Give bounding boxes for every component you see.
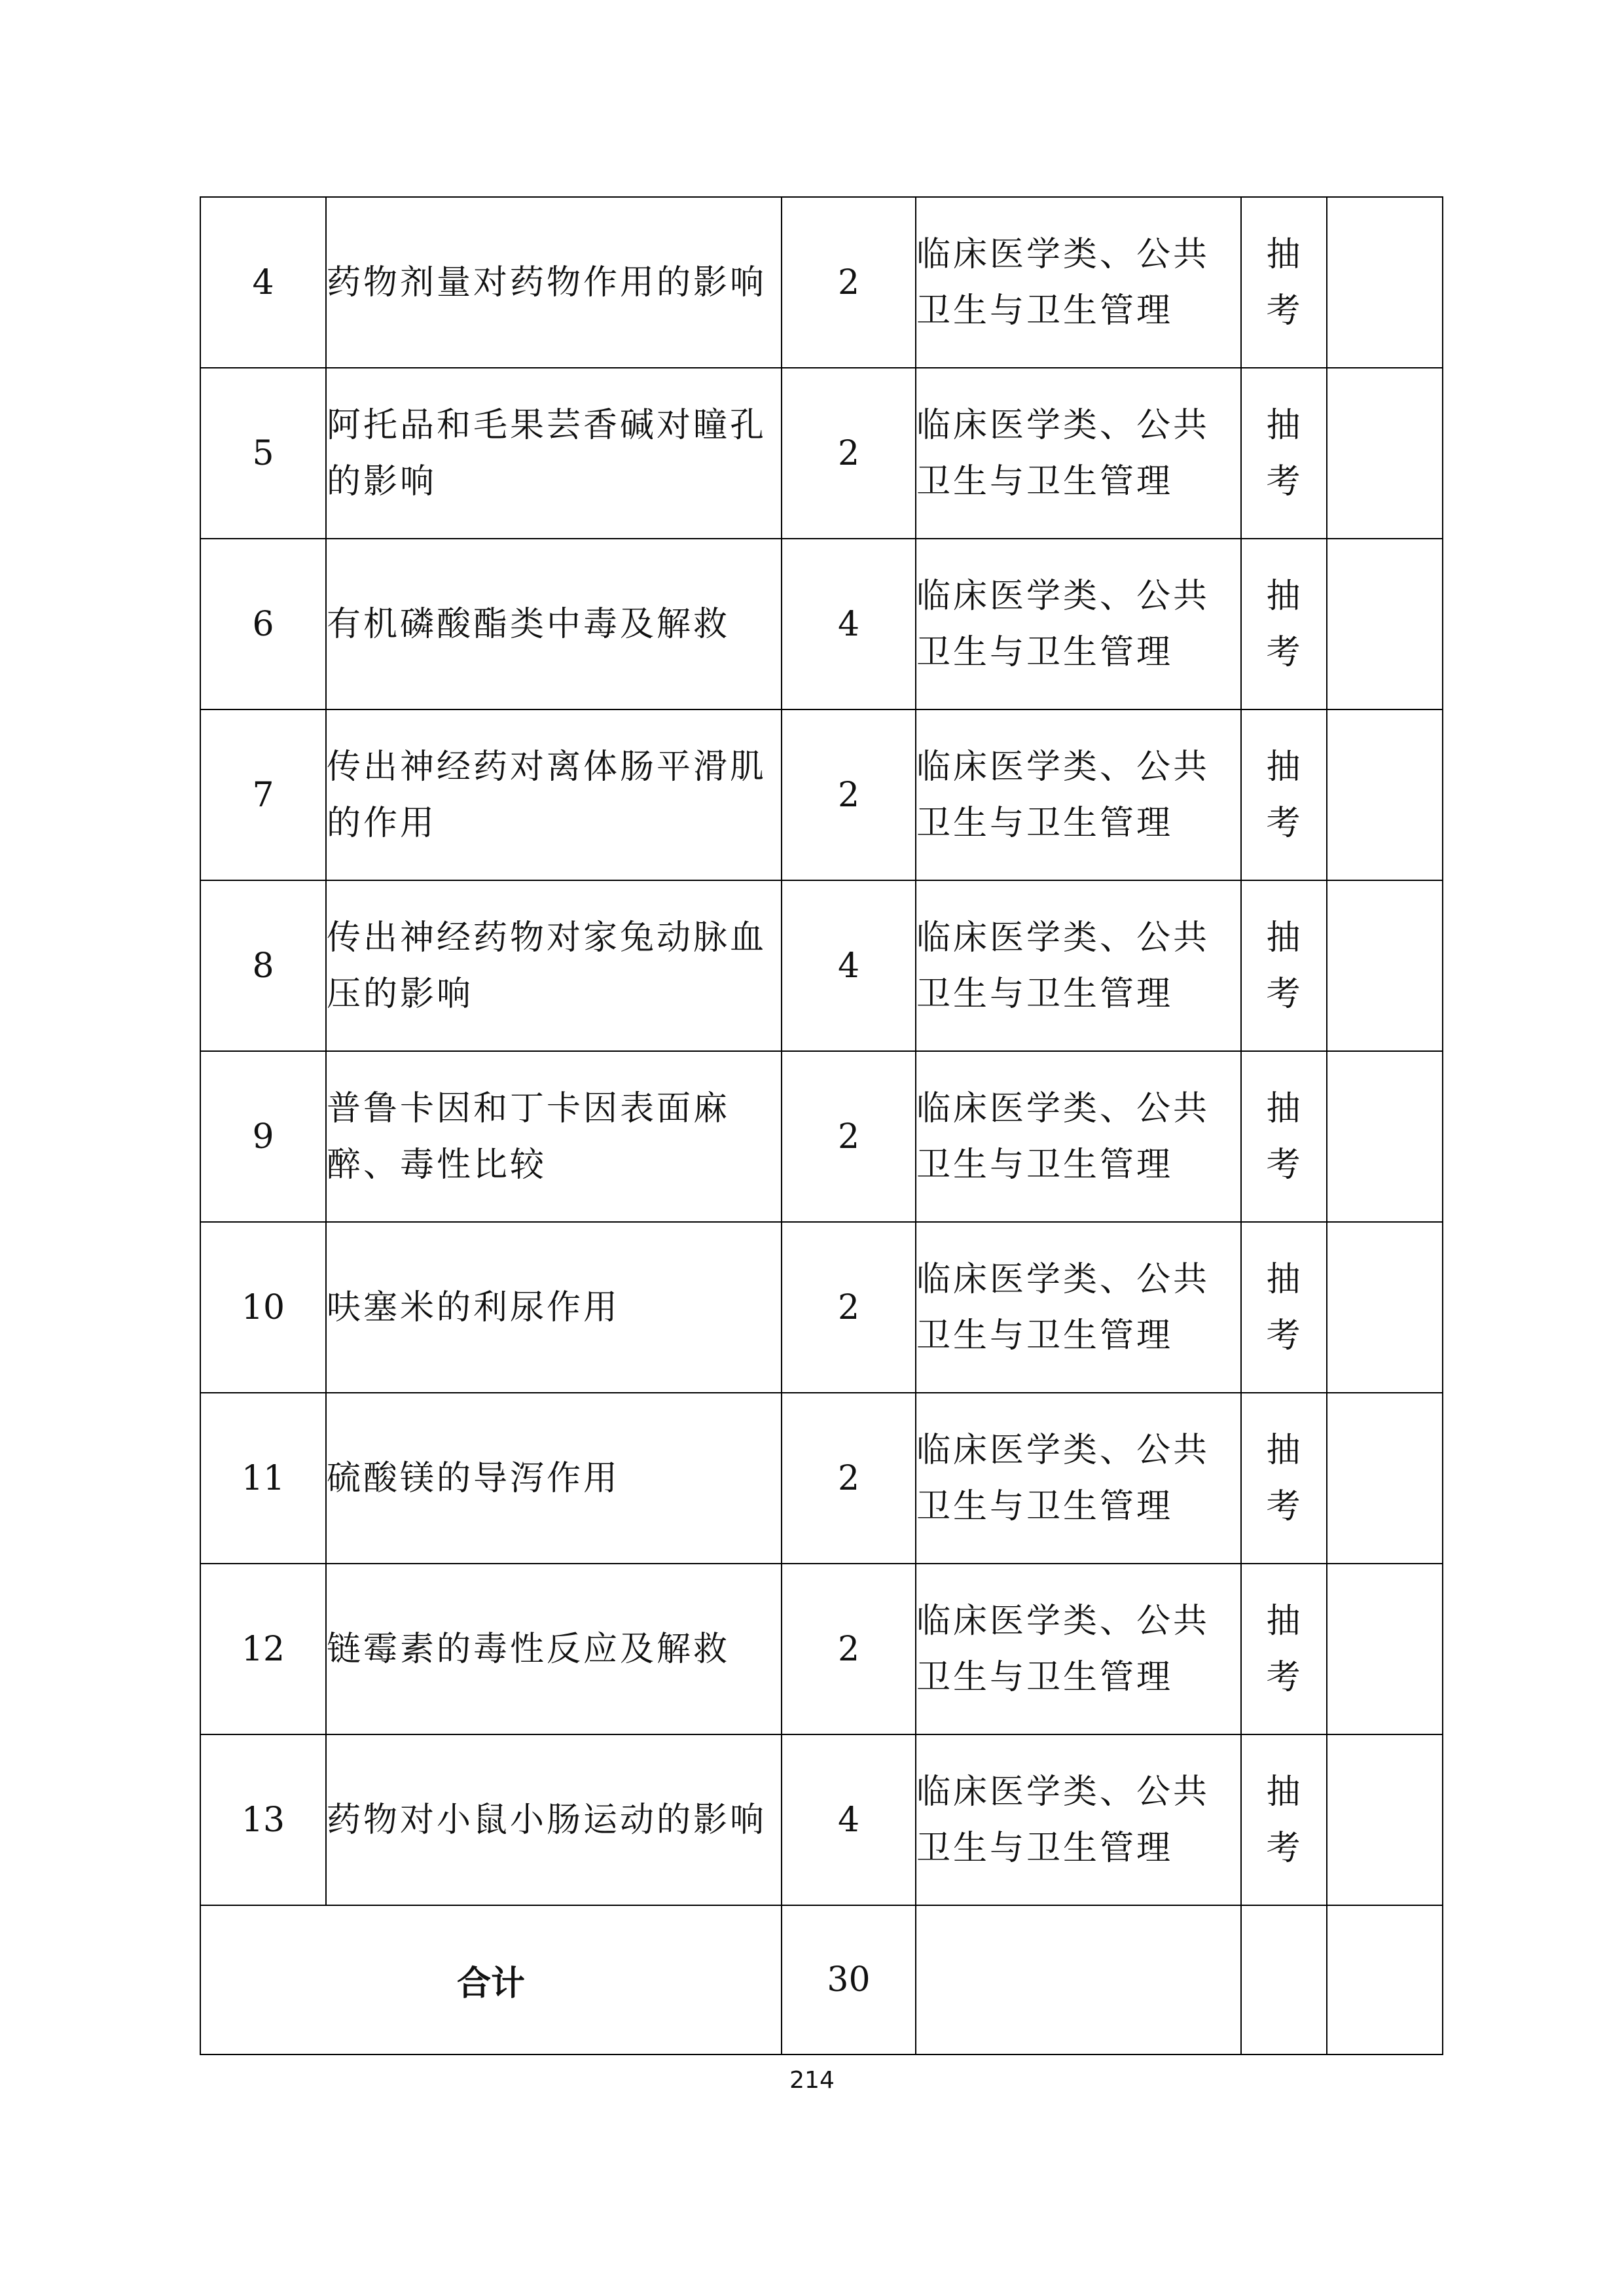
total-label: 合计: [200, 1905, 782, 2054]
applicable-majors: 临床医学类、公共卫生与卫生管理: [916, 1393, 1241, 1564]
experiment-name: 传出神经药物对家兔动脉血压的影响: [326, 880, 782, 1051]
experiment-hours: 2: [782, 1564, 916, 1734]
assessment-mode-char: 考: [1266, 803, 1302, 843]
assessment-mode-char: 抽: [1266, 1772, 1302, 1812]
assessment-mode: [1241, 1222, 1327, 1393]
experiment-name: 普鲁卡因和丁卡因表面麻醉、毒性比较: [326, 1051, 782, 1222]
experiment-hours: 4: [782, 539, 916, 709]
applicable-majors: 临床医学类、公共卫生与卫生管理: [916, 1222, 1241, 1393]
experiment-name: 链霉素的毒性反应及解救: [326, 1564, 782, 1734]
assessment-mode: [1241, 1734, 1327, 1905]
remark-cell: [1327, 880, 1443, 1051]
page-number: 214: [789, 2067, 835, 2094]
experiment-number: 7: [200, 709, 326, 880]
applicable-majors: 临床医学类、公共卫生与卫生管理: [916, 197, 1241, 368]
assessment-mode-char: 考: [1266, 632, 1302, 672]
assessment-mode-char: 考: [1266, 1316, 1302, 1355]
experiment-hours: 2: [782, 197, 916, 368]
table-row: [200, 1051, 1443, 1222]
experiment-hours: 2: [782, 368, 916, 539]
assessment-mode-char: 考: [1266, 1657, 1302, 1697]
experiment-name: 阿托品和毛果芸香碱对瞳孔的影响: [326, 368, 782, 539]
total-majors-cell: [916, 1905, 1241, 2054]
applicable-majors: 临床医学类、公共卫生与卫生管理: [916, 880, 1241, 1051]
applicable-majors: 临床医学类、公共卫生与卫生管理: [916, 1051, 1241, 1222]
assessment-mode-char: 抽: [1266, 1259, 1302, 1299]
applicable-majors: 临床医学类、公共卫生与卫生管理: [916, 1564, 1241, 1734]
table-row: [200, 197, 1443, 368]
table-row: [200, 1222, 1443, 1393]
remark-cell: [1327, 1734, 1443, 1905]
assessment-mode: [1241, 1564, 1327, 1734]
experiment-hours: 2: [782, 709, 916, 880]
experiment-number: 5: [200, 368, 326, 539]
experiment-name: 有机磷酸酯类中毒及解救: [326, 539, 782, 709]
remark-cell: [1327, 709, 1443, 880]
assessment-mode-char: 抽: [1266, 405, 1302, 445]
assessment-mode-char: 考: [1266, 974, 1302, 1014]
assessment-mode-char: 抽: [1266, 1430, 1302, 1470]
assessment-mode: [1241, 1051, 1327, 1222]
applicable-majors: 临床医学类、公共卫生与卫生管理: [916, 709, 1241, 880]
total-row: [200, 1905, 1443, 2054]
experiment-number: 13: [200, 1734, 326, 1905]
experiment-hours: 2: [782, 1051, 916, 1222]
table-row: [200, 368, 1443, 539]
remark-cell: [1327, 1393, 1443, 1564]
applicable-majors: 临床医学类、公共卫生与卫生管理: [916, 368, 1241, 539]
table-row: [200, 1734, 1443, 1905]
table-row: [200, 1564, 1443, 1734]
experiment-hours: 2: [782, 1222, 916, 1393]
total-hours: 30: [782, 1905, 916, 2054]
assessment-mode-char: 抽: [1266, 747, 1302, 787]
table-body: [200, 197, 1443, 1905]
table-row: [200, 539, 1443, 709]
experiment-hours: 2: [782, 1393, 916, 1564]
assessment-mode: [1241, 197, 1327, 368]
remark-cell: [1327, 1051, 1443, 1222]
experiment-number: 9: [200, 1051, 326, 1222]
assessment-mode-char: 考: [1266, 1828, 1302, 1868]
assessment-mode: [1241, 880, 1327, 1051]
remark-cell: [1327, 197, 1443, 368]
assessment-mode-char: 抽: [1266, 1088, 1302, 1128]
experiment-table: [200, 196, 1443, 2055]
experiment-hours: 4: [782, 1734, 916, 1905]
assessment-mode-char: 考: [1266, 1145, 1302, 1185]
assessment-mode-char: 考: [1266, 1486, 1302, 1526]
assessment-mode: [1241, 1393, 1327, 1564]
experiment-number: 11: [200, 1393, 326, 1564]
remark-cell: [1327, 539, 1443, 709]
experiment-number: 6: [200, 539, 326, 709]
applicable-majors: 临床医学类、公共卫生与卫生管理: [916, 539, 1241, 709]
remark-cell: [1327, 368, 1443, 539]
assessment-mode: [1241, 368, 1327, 539]
assessment-mode: [1241, 709, 1327, 880]
assessment-mode-char: 考: [1266, 291, 1302, 331]
remark-cell: [1327, 1222, 1443, 1393]
total-mode-cell: [1241, 1905, 1327, 2054]
remark-cell: [1327, 1564, 1443, 1734]
assessment-mode-char: 抽: [1266, 234, 1302, 274]
assessment-mode-char: 抽: [1266, 1601, 1302, 1641]
total-remark-cell: [1327, 1905, 1443, 2054]
experiment-hours: 4: [782, 880, 916, 1051]
table-row: [200, 880, 1443, 1051]
experiment-name: 药物剂量对药物作用的影响: [326, 197, 782, 368]
table-row: [200, 1393, 1443, 1564]
experiment-name: 传出神经药对离体肠平滑肌的作用: [326, 709, 782, 880]
assessment-mode-char: 抽: [1266, 576, 1302, 616]
experiment-number: 10: [200, 1222, 326, 1393]
assessment-mode: [1241, 539, 1327, 709]
applicable-majors: 临床医学类、公共卫生与卫生管理: [916, 1734, 1241, 1905]
table-row: [200, 709, 1443, 880]
experiment-name: 药物对小鼠小肠运动的影响: [326, 1734, 782, 1905]
experiment-number: 4: [200, 197, 326, 368]
assessment-mode-char: 抽: [1266, 918, 1302, 958]
experiment-number: 8: [200, 880, 326, 1051]
assessment-mode-char: 考: [1266, 461, 1302, 501]
experiment-name: 硫酸镁的导泻作用: [326, 1393, 782, 1564]
experiment-name: 呋塞米的利尿作用: [326, 1222, 782, 1393]
experiment-number: 12: [200, 1564, 326, 1734]
